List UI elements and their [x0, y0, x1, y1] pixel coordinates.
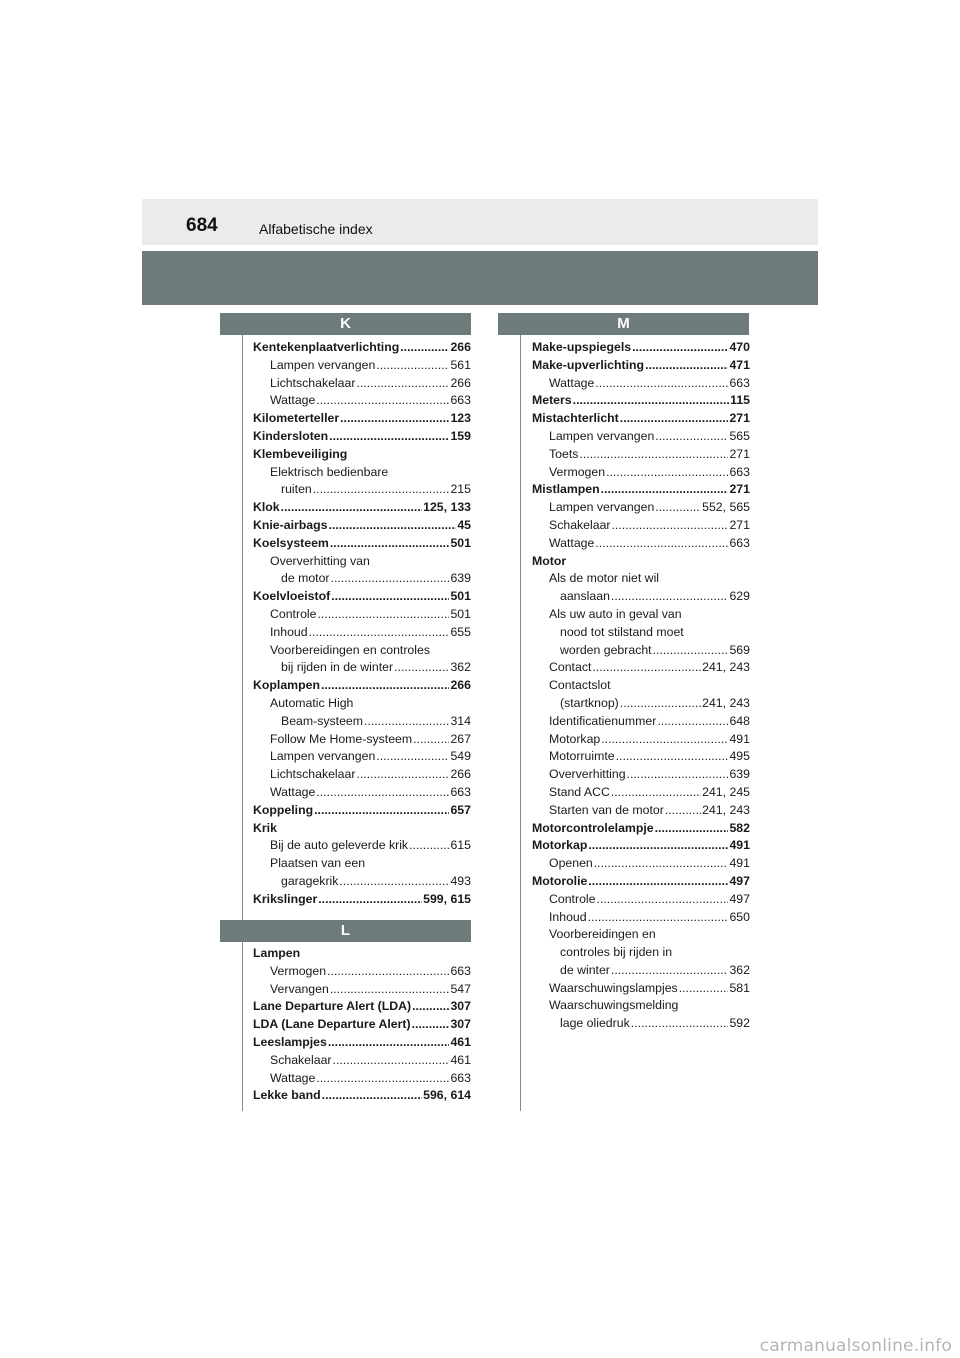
- index-entry: [532, 464, 750, 482]
- dot-leader: [657, 713, 728, 731]
- index-entry: [253, 517, 471, 535]
- index-term: Koppeling: [253, 802, 314, 817]
- index-term: Vermogen: [270, 963, 327, 978]
- dot-leader: [313, 481, 450, 499]
- index-entry: Waarschuwingsmelding: [549, 998, 679, 1013]
- index-entry: [532, 820, 750, 838]
- index-term: Lane Departure Alert (LDA): [253, 999, 412, 1014]
- dot-leader: [314, 802, 449, 820]
- index-term: Wattage: [270, 784, 316, 799]
- index-page-ref: 592: [729, 1016, 750, 1031]
- section-header-l: L: [220, 920, 471, 942]
- index-page-ref: 266: [450, 340, 471, 354]
- index-term: Follow Me Home-systeem: [270, 731, 413, 746]
- dot-leader: [333, 1052, 450, 1070]
- index-entry: [532, 428, 750, 446]
- dot-leader: [327, 963, 449, 981]
- index-entry: [253, 998, 471, 1016]
- dot-leader: [645, 357, 728, 375]
- index-page-ref: 663: [450, 784, 471, 799]
- index-term: Lampen vervangen: [270, 749, 376, 764]
- index-entry: [532, 980, 750, 998]
- index-entry: [253, 481, 471, 499]
- index-term: Inhoud: [270, 624, 308, 639]
- index-page-ref: 501: [450, 606, 471, 621]
- index-term: garagekrik: [281, 873, 339, 888]
- index-term: de motor: [281, 571, 330, 586]
- index-entry: Als de motor niet wil: [549, 571, 660, 586]
- index-term: Schakelaar: [270, 1052, 332, 1067]
- index-entry: [253, 535, 471, 553]
- index-list-m: [532, 339, 750, 1033]
- index-entry: [253, 428, 471, 446]
- dot-leader: [317, 606, 449, 624]
- index-page-ref: 582: [729, 820, 750, 835]
- index-page-ref: 547: [450, 981, 471, 996]
- index-page-ref: 307: [450, 1017, 471, 1032]
- dot-leader: [331, 570, 450, 588]
- index-term: Starten van de motor: [549, 802, 664, 817]
- dot-leader: [611, 962, 729, 980]
- index-page-ref: 491: [729, 856, 750, 871]
- index-term: Make-upspiegels: [532, 340, 632, 354]
- index-page-ref: 639: [450, 571, 471, 586]
- index-entry: [253, 375, 471, 393]
- index-page-ref: 159: [450, 428, 471, 443]
- dot-leader: [665, 802, 701, 820]
- index-term: Bij de auto geleverde krik: [270, 838, 409, 853]
- index-term: Openen: [549, 856, 593, 871]
- index-term: Motorkap: [532, 838, 588, 853]
- index-entry: [532, 446, 750, 464]
- index-entry: [253, 499, 471, 517]
- index-term: (startknop): [560, 695, 619, 710]
- index-entry: [532, 713, 750, 731]
- index-term: Motorkap: [549, 731, 601, 746]
- index-page-ref: 125, 133: [423, 500, 471, 515]
- index-term: Klok: [253, 500, 280, 515]
- dot-leader: [655, 499, 701, 517]
- index-page-ref: 461: [450, 1052, 471, 1067]
- dot-leader: [409, 837, 449, 855]
- index-entry: [532, 802, 750, 820]
- index-term: Controle: [549, 891, 596, 906]
- index-page-ref: 663: [450, 963, 471, 978]
- index-entry: [253, 659, 471, 677]
- index-term: Make-upverlichting: [532, 357, 645, 372]
- dot-leader: [595, 535, 728, 553]
- index-entry: [532, 748, 750, 766]
- index-term: Motorolie: [532, 873, 588, 888]
- index-entry: [253, 713, 471, 731]
- index-entry: [532, 962, 750, 980]
- index-entry: [253, 392, 471, 410]
- index-entry: [253, 588, 471, 606]
- dot-leader: [592, 659, 701, 677]
- dot-leader: [573, 392, 730, 410]
- index-page-ref: 266: [450, 678, 471, 693]
- dot-leader: [588, 909, 729, 927]
- header-band: [142, 251, 818, 305]
- index-page-ref: 663: [729, 535, 750, 550]
- index-entry: Klembeveiliging: [253, 446, 348, 461]
- index-page-ref: 307: [450, 999, 471, 1014]
- dot-leader: [655, 820, 729, 838]
- index-page-ref: 271: [729, 411, 750, 426]
- index-term: Kilometerteller: [253, 411, 340, 426]
- index-entry: [532, 517, 750, 535]
- index-entry: [532, 784, 750, 802]
- index-page-ref: 599, 615: [423, 891, 471, 906]
- dot-leader: [318, 891, 422, 909]
- dot-leader: [316, 392, 449, 410]
- dot-leader: [309, 624, 450, 642]
- index-page-ref: 461: [450, 1034, 471, 1049]
- index-entry: [532, 588, 750, 606]
- column-divider-middle: [520, 313, 521, 1111]
- index-entry: [532, 891, 750, 909]
- dot-leader: [364, 713, 449, 731]
- index-page-ref: 266: [450, 375, 471, 390]
- index-entry: [253, 1070, 471, 1088]
- dot-leader: [413, 731, 449, 749]
- index-page-ref: 115: [730, 393, 750, 408]
- dot-leader: [400, 339, 449, 357]
- index-entry: [532, 659, 750, 677]
- index-entry: [253, 410, 471, 428]
- dot-leader: [376, 748, 449, 766]
- index-term: Lekke band: [253, 1088, 321, 1103]
- index-term: Lichtschakelaar: [270, 767, 356, 782]
- index-page-ref: 648: [729, 713, 750, 728]
- index-page-ref: 650: [729, 909, 750, 924]
- index-page-ref: 663: [450, 393, 471, 408]
- index-page-ref: 267: [450, 731, 471, 746]
- index-entry: [532, 731, 750, 749]
- dot-leader: [588, 873, 728, 891]
- index-page-ref: 655: [450, 624, 471, 639]
- index-term: Oververhitting: [549, 767, 626, 782]
- index-entry: [253, 981, 471, 999]
- index-page-ref: 123: [450, 411, 471, 426]
- index-entry: Als uw auto in geval van: [549, 606, 682, 621]
- dot-leader: [588, 837, 728, 855]
- dot-leader: [595, 375, 728, 393]
- index-entry: Plaatsen van een: [270, 856, 366, 871]
- index-page-ref: 362: [729, 962, 750, 977]
- index-page-ref: 501: [450, 589, 471, 604]
- index-entry: [253, 1087, 471, 1105]
- index-page-ref: 241, 243: [702, 695, 750, 710]
- index-term: Mistachterlicht: [532, 411, 619, 426]
- index-term: Vervangen: [270, 981, 329, 996]
- index-term: Inhoud: [549, 909, 587, 924]
- index-term: Lampen vervangen: [549, 428, 655, 443]
- section-header-k: K: [220, 313, 471, 335]
- dot-leader: [328, 1034, 450, 1052]
- index-term: ruiten: [281, 482, 312, 497]
- index-entry: Oververhitting van: [270, 553, 370, 568]
- index-term: Koplampen: [253, 678, 320, 693]
- dot-leader: [321, 677, 450, 695]
- index-page-ref: 495: [729, 749, 750, 764]
- index-page-ref: 581: [729, 980, 750, 995]
- index-entry: Voorbereidingen en controles: [270, 642, 430, 657]
- index-term: Beam-systeem: [281, 713, 364, 728]
- index-entry: Lampen: [253, 946, 301, 960]
- index-term: Stand ACC: [549, 784, 610, 799]
- index-list-k: [253, 339, 471, 909]
- index-list-l: [253, 945, 471, 1105]
- watermark: carmanualsonline.info: [759, 1336, 952, 1356]
- index-page-ref: 569: [729, 642, 750, 657]
- index-entry: [253, 837, 471, 855]
- dot-leader: [679, 980, 729, 998]
- dot-leader: [330, 981, 450, 999]
- index-entry: [253, 570, 471, 588]
- index-entry: [253, 606, 471, 624]
- index-page-ref: 615: [450, 838, 471, 853]
- index-page-ref: 549: [450, 749, 471, 764]
- index-term: Koelsysteem: [253, 535, 329, 550]
- index-entry: [532, 375, 750, 393]
- index-entry: [253, 873, 471, 891]
- index-entry: [253, 357, 471, 375]
- dot-leader: [620, 410, 729, 428]
- dot-leader: [356, 375, 449, 393]
- index-page-ref: 362: [450, 660, 471, 675]
- index-term: Lampen vervangen: [549, 500, 655, 515]
- dot-leader: [331, 588, 449, 606]
- index-term: worden gebracht: [560, 642, 652, 657]
- index-term: Leeslampjes: [253, 1034, 327, 1049]
- dot-leader: [412, 1016, 450, 1034]
- index-entry: Automatic High: [270, 695, 354, 710]
- index-entry: [253, 339, 471, 357]
- dot-leader: [606, 464, 728, 482]
- index-page-ref: 491: [729, 838, 750, 853]
- index-term: Kindersloten: [253, 428, 329, 443]
- dot-leader: [611, 784, 701, 802]
- dot-leader: [376, 357, 449, 375]
- index-page-ref: 497: [729, 873, 750, 888]
- dot-leader: [328, 517, 456, 535]
- index-page-ref: 271: [729, 446, 750, 461]
- index-entry: [532, 873, 750, 891]
- dot-leader: [340, 410, 449, 428]
- index-entry: [532, 695, 750, 713]
- index-page-ref: 266: [450, 767, 471, 782]
- section-header-m: M: [498, 313, 749, 335]
- index-term: Krikslinger: [253, 891, 318, 906]
- index-entry: [253, 748, 471, 766]
- index-page-ref: 629: [729, 589, 750, 604]
- index-term: bij rijden in de winter: [281, 660, 394, 675]
- index-page-ref: 470: [729, 340, 750, 354]
- dot-leader: [322, 1087, 422, 1105]
- index-entry: [532, 481, 750, 499]
- index-entry: Krik: [253, 820, 277, 835]
- index-entry: Elektrisch bedienbare: [270, 464, 389, 479]
- index-entry: [253, 624, 471, 642]
- index-term: Contact: [549, 660, 592, 675]
- index-page-ref: 493: [450, 873, 471, 888]
- index-page-ref: 314: [450, 713, 471, 728]
- dot-leader: [594, 855, 729, 873]
- index-term: Wattage: [549, 535, 595, 550]
- index-term: Wattage: [270, 1070, 316, 1085]
- index-page-ref: 552, 565: [702, 500, 750, 515]
- index-entry: [253, 1052, 471, 1070]
- index-page-ref: 561: [450, 357, 471, 372]
- index-entry: [532, 410, 750, 428]
- index-entry: [532, 499, 750, 517]
- index-term: Motorruimte: [549, 749, 615, 764]
- index-term: Wattage: [549, 375, 595, 390]
- index-page-ref: 639: [729, 767, 750, 782]
- index-term: Knie-airbags: [253, 517, 328, 532]
- index-page-ref: 215: [450, 482, 471, 497]
- index-entry: [253, 766, 471, 784]
- index-entry: [253, 784, 471, 802]
- dot-leader: [412, 998, 449, 1016]
- page-title: Alfabetische index: [259, 221, 373, 237]
- index-entry: [532, 339, 750, 357]
- index-page-ref: 497: [729, 891, 750, 906]
- index-entry: [532, 357, 750, 375]
- page-header: [142, 199, 818, 245]
- index-term: Mistlampen: [532, 482, 600, 497]
- index-entry: [253, 802, 471, 820]
- index-entry: [532, 766, 750, 784]
- index-entry: [532, 392, 750, 410]
- index-term: Vermogen: [549, 464, 606, 479]
- index-entry: Motor: [532, 553, 567, 568]
- index-entry: controles bij rijden in: [560, 945, 673, 960]
- index-entry: [532, 1015, 750, 1033]
- index-page-ref: 565: [729, 428, 750, 443]
- index-entry: [532, 535, 750, 553]
- index-entry: [532, 855, 750, 873]
- dot-leader: [339, 873, 449, 891]
- dot-leader: [616, 748, 729, 766]
- index-page-ref: 596, 614: [423, 1088, 471, 1103]
- index-term: Kentekenplaatverlichting: [253, 340, 400, 354]
- index-page-ref: 663: [729, 375, 750, 390]
- index-page-ref: 241, 243: [702, 802, 750, 817]
- dot-leader: [620, 695, 701, 713]
- index-entry: [253, 891, 471, 909]
- index-page-ref: 501: [450, 535, 471, 550]
- dot-leader: [316, 1070, 449, 1088]
- index-term: de winter: [560, 962, 610, 977]
- index-entry: [253, 1034, 471, 1052]
- index-term: Koelvloeistof: [253, 589, 331, 604]
- index-page-ref: 271: [729, 482, 750, 497]
- index-entry: [532, 837, 750, 855]
- dot-leader: [596, 891, 728, 909]
- index-term: lage oliedruk: [560, 1016, 630, 1031]
- page-number: 684: [186, 215, 218, 236]
- dot-leader: [579, 446, 728, 464]
- index-term: Controle: [270, 606, 317, 621]
- index-page-ref: 657: [450, 802, 471, 817]
- dot-leader: [329, 428, 449, 446]
- index-entry: Contactslot: [549, 678, 611, 693]
- index-page-ref: 471: [729, 357, 750, 372]
- index-page-ref: 45: [457, 517, 471, 532]
- dot-leader: [601, 731, 728, 749]
- index-term: Toets: [549, 446, 579, 461]
- dot-leader: [631, 1015, 729, 1033]
- index-page-ref: 271: [729, 517, 750, 532]
- index-entry: [253, 1016, 471, 1034]
- index-term: Identificatienummer: [549, 713, 657, 728]
- dot-leader: [627, 766, 729, 784]
- index-term: Schakelaar: [549, 517, 611, 532]
- dot-leader: [655, 428, 728, 446]
- index-entry: Voorbereidingen en: [549, 927, 656, 942]
- dot-leader: [356, 766, 449, 784]
- index-entry: [253, 963, 471, 981]
- index-term: Lichtschakelaar: [270, 375, 356, 390]
- dot-leader: [612, 517, 729, 535]
- index-term: Motorcontrolelampje: [532, 820, 654, 835]
- index-term: Lampen vervangen: [270, 357, 376, 372]
- dot-leader: [611, 588, 729, 606]
- index-term: LDA (Lane Departure Alert): [253, 1017, 411, 1032]
- column-divider-left: [242, 313, 243, 1111]
- index-term: Waarschuwingslampjes: [549, 980, 678, 995]
- dot-leader: [330, 535, 450, 553]
- index-page-ref: 241, 245: [702, 784, 750, 799]
- index-term: Wattage: [270, 393, 316, 408]
- index-entry: [532, 909, 750, 927]
- dot-leader: [281, 499, 422, 517]
- dot-leader: [394, 659, 449, 677]
- dot-leader: [601, 481, 729, 499]
- index-page-ref: 663: [450, 1070, 471, 1085]
- dot-leader: [316, 784, 449, 802]
- index-page-ref: 241, 243: [702, 660, 750, 675]
- index-entry: [253, 731, 471, 749]
- index-entry: [532, 642, 750, 660]
- index-entry: nood tot stilstand moet: [560, 624, 684, 639]
- dot-leader: [632, 339, 728, 357]
- index-term: aanslaan: [560, 589, 610, 604]
- index-term: Meters: [532, 393, 572, 408]
- dot-leader: [653, 642, 729, 660]
- index-page-ref: 491: [729, 731, 750, 746]
- index-page-ref: 663: [729, 464, 750, 479]
- index-entry: [253, 677, 471, 695]
